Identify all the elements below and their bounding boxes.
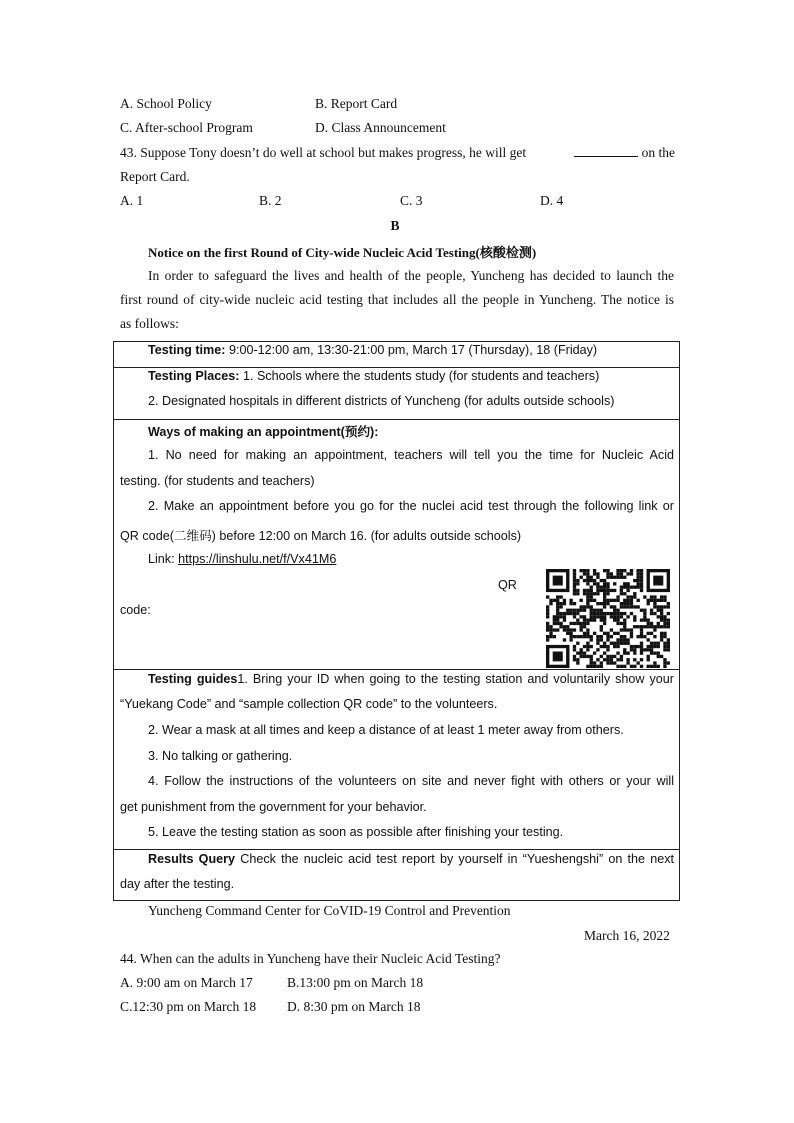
guides-label: Testing guides xyxy=(148,672,238,686)
q42-option-a: A. School Policy xyxy=(120,96,212,111)
results-label: Results Query xyxy=(148,852,236,866)
intro-line-1: In order to safeguard the lives and health of the people, Yuncheng has decided to launch the xyxy=(148,268,674,283)
link-label: Link: xyxy=(148,552,175,566)
results-row xyxy=(148,852,674,866)
notice-title: Notice on the first Round of City-wide Nucleic Acid Testing(核酸检测) xyxy=(148,245,537,260)
guides-row-1 xyxy=(148,672,674,686)
testing-time-text: 9:00-12:00 am, 13:30-21:00 pm, March 17 (Thursday), 18 (Friday) xyxy=(228,343,598,357)
results-b: day after the testing. xyxy=(120,877,235,891)
q44-option-d: D. 8:30 pm on March 18 xyxy=(287,999,421,1014)
guides-4a: 4. Follow the instructions of the volunteers on site and never fight with others or your will xyxy=(148,774,674,788)
section-label: B xyxy=(390,218,400,233)
q43-stem-part1: 43. Suppose Tony doesn’t do well at school but makes progress, he will get xyxy=(120,145,527,160)
q44-option-c: C.12:30 pm on March 18 xyxy=(120,999,257,1014)
ways-1b: testing. (for students and teachers) xyxy=(120,474,315,488)
q43-option-c: C. 3 xyxy=(400,193,423,208)
appointment-link[interactable]: https://linshulu.net/f/Vx41M6 xyxy=(178,552,337,566)
testing-places-row xyxy=(148,369,599,383)
testing-time-row xyxy=(148,343,597,357)
q44-option-b: B.13:00 pm on March 18 xyxy=(287,975,424,990)
testing-time-label: Testing time: xyxy=(148,343,226,357)
q43-stem xyxy=(120,145,675,161)
ways-label: Ways of making an appointment(预约): xyxy=(148,425,379,439)
guides-2: 2. Wear a mask at all times and keep a distance of at least 1 meter away from others. xyxy=(148,723,624,737)
q43-stem-part2: on the xyxy=(641,145,675,160)
q42-option-b: B. Report Card xyxy=(315,96,398,111)
table-divider xyxy=(113,849,680,850)
q44-option-a: A. 9:00 am on March 17 xyxy=(120,975,253,990)
q43-option-b: B. 2 xyxy=(259,193,282,208)
q43-stem-line2: Report Card. xyxy=(120,169,190,184)
ways-1a: 1. No need for making an appointment, teachers will tell you the time for Nucleic Acid xyxy=(148,448,674,462)
guides-5: 5. Leave the testing station as soon as possible after finishing your testing. xyxy=(148,825,564,839)
q44-stem: 44. When can the adults in Yuncheng have their Nucleic Acid Testing? xyxy=(120,951,501,966)
table-divider xyxy=(113,419,680,420)
guides-1a: 1. Bring your ID when going to the testing station and voluntarily show your xyxy=(237,672,674,686)
guides-4b: get punishment from the government for your behavior. xyxy=(120,800,427,814)
signature: Yuncheng Command Center for CoVID-19 Control and Prevention xyxy=(148,903,511,918)
table-divider xyxy=(113,669,680,670)
guides-1b: “Yuekang Code” and “sample collection QR code” to the volunteers. xyxy=(120,697,498,711)
ways-2a: 2. Make an appointment before you go for the nuclei acid test through the following link or xyxy=(148,499,674,513)
testing-places-label: Testing Places: xyxy=(148,369,240,383)
qr-label-a: QR xyxy=(498,578,517,592)
q42-option-d: D. Class Announcement xyxy=(315,120,446,135)
q42-option-c: C. After-school Program xyxy=(120,120,253,135)
intro-line-2: first round of city-wide nucleic acid testing that includes all the people in Yuncheng. The notice is xyxy=(120,292,674,307)
q43-option-d: D. 4 xyxy=(540,193,564,208)
q43-option-a: A. 1 xyxy=(120,193,144,208)
qr-code-image[interactable] xyxy=(546,569,670,668)
guides-3: 3. No talking or gathering. xyxy=(148,749,293,763)
qr-label-b: code: xyxy=(120,603,151,617)
testing-places-2: 2. Designated hospitals in different districts of Yuncheng (for adults outside schools) xyxy=(148,394,615,408)
ways-2b: QR code(二维码) before 12:00 on March 16. (for adults outside schools) xyxy=(120,529,522,543)
table-divider xyxy=(113,367,680,368)
testing-places-1: 1. Schools where the students study (for students and teachers) xyxy=(242,369,600,383)
link-row xyxy=(148,552,336,566)
answer-blank xyxy=(574,145,638,157)
results-a: Check the nucleic acid test report by yourself in “Yueshengshi” on the next xyxy=(240,852,674,866)
intro-line-3: as follows: xyxy=(120,316,179,331)
notice-date: March 16, 2022 xyxy=(584,928,670,943)
